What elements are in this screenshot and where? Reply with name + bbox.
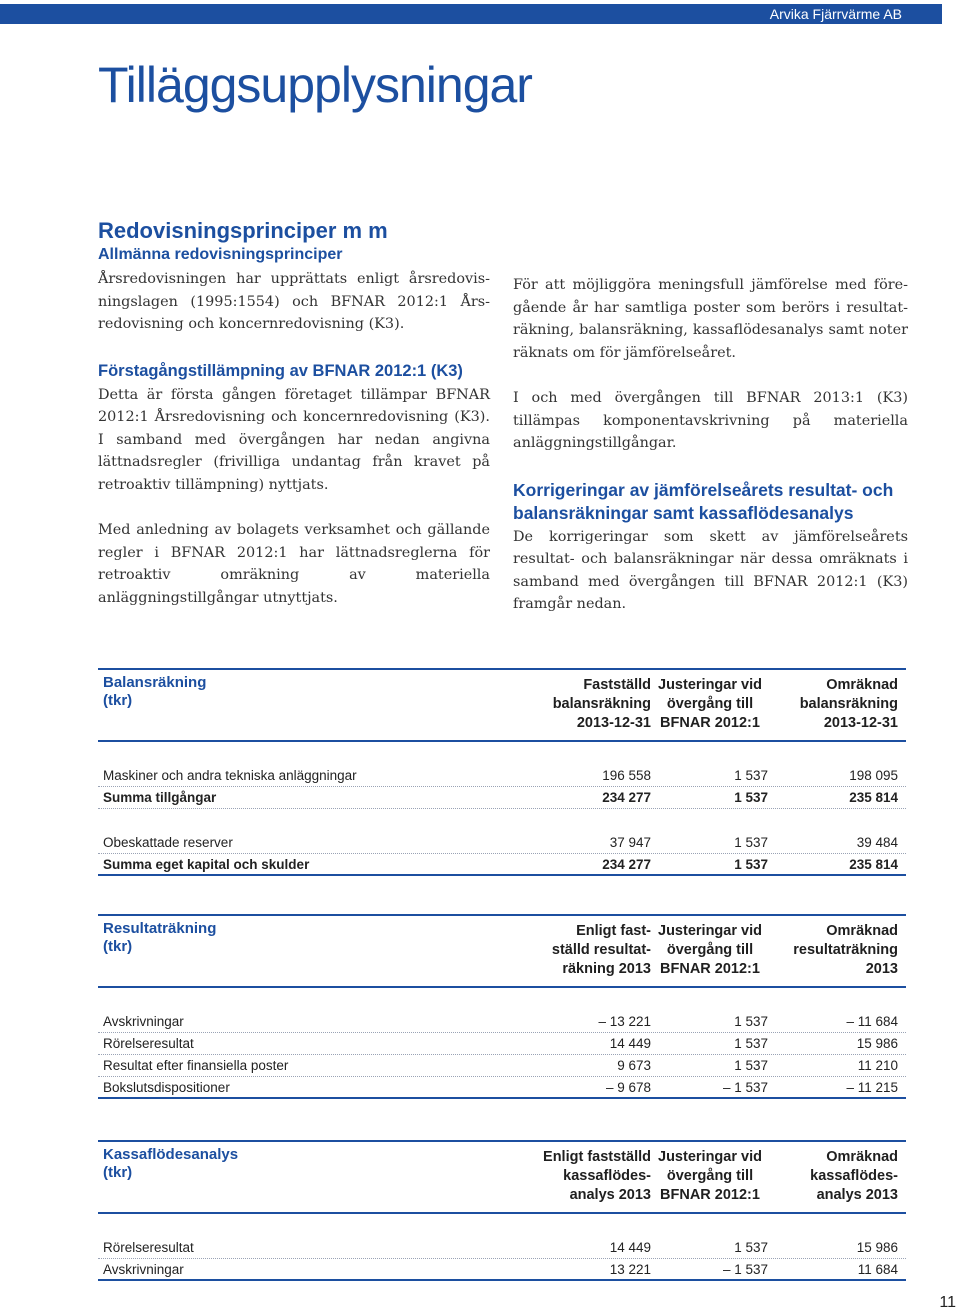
table-header (98, 1140, 906, 1214)
table-header (98, 668, 906, 742)
section-heading-corrections: Korrigeringar av jämförelseårets resultat- och balansräkningar samt kassaflödesanalys (513, 479, 894, 523)
sub-heading-general-principles: Allmänna redovisningsprinciper (98, 246, 343, 263)
paragraph-comparison: För att möjliggöra meningsfull jämförelse med föregående år har samtliga poster som berörs i resultaträkning, balansräkning, kassaflödesanalys samt noter räknats om för jämförelseåret. (513, 277, 908, 361)
column-header-restated: Omräknad resultaträkning 2013 (793, 923, 898, 977)
cash-flow-table (98, 1140, 906, 1281)
table-row: Rörelseresultat 14 449 1 537 15 986 (98, 1237, 906, 1259)
paragraph-relief-rules: Med anledning av bolagets verksamhet och gällande regler i BFNAR 2012:1 har lättnadsreglerna för retroaktiv omräkning av materiella anläggningstillgångar utnyttjats. (98, 522, 490, 606)
balance-sheet-table (98, 668, 906, 876)
paragraph-first-time: Detta är första gången företaget tillämpar BFNAR 2012:1 Årsredovisning och koncernredovisning (K3). I samband med övergången har nedan angivna lättnadsregler (frivilliga undantag från kravet på retroaktiv tillämpning) nyttjats. (98, 386, 490, 493)
column-header-established: Enligt fastställd kassaflödes- analys 2013 (543, 1149, 651, 1203)
column-header-established: Fastställd balansräkning 2013-12-31 (552, 677, 651, 731)
paragraph-component-depreciation: I och med övergången till BFNAR 2013:1 (K3) tillämpas komponentavskrivning på materiella anläggningstillgångar. (513, 390, 908, 451)
right-column (513, 274, 908, 616)
paragraph-corrections: De korrigeringar som skett av jämförelseårets resultat- och balansräkningar när dessa omräknats i samband med övergången till BFNAR 2012:1 (K3) framgår nedan. (513, 528, 908, 612)
left-column (98, 218, 490, 609)
income-statement-table (98, 914, 906, 1099)
table-row: Avskrivningar 13 221 – 1 537 11 684 (98, 1259, 906, 1281)
page-title: Tilläggsupplysningar (98, 57, 532, 113)
page-number: 11 (939, 1294, 956, 1311)
table-row-total: Summa tillgångar 234 277 1 537 235 814 (98, 787, 906, 809)
column-header-restated: Omräknad balansräkning 2013-12-31 (799, 677, 898, 731)
column-header-restated: Omräknad kassaflödes- analys 2013 (810, 1149, 898, 1203)
paragraph-annual-report: Årsredovisningen har upprättats enligt årsredovisningslagen (1995:1554) och BFNAR 2012:1 Årsredovisning och koncernredovisning (K3). (98, 271, 490, 332)
company-name: Arvika Fjärrvärme AB (769, 6, 902, 22)
column-header-adjustments: Justeringar vid övergång till BFNAR 2012:1 (658, 923, 762, 977)
table-title: Balansräkning (tkr) (103, 674, 207, 709)
table-row: Rörelseresultat 14 449 1 537 15 986 (98, 1033, 906, 1055)
table-row: Maskiner och andra tekniska anläggningar 196 558 1 537 198 095 (98, 765, 906, 787)
table-row: Avskrivningar – 13 221 1 537 – 11 684 (98, 1011, 906, 1033)
header-bar (0, 4, 942, 24)
section-heading-principles: Redovisningsprinciper m m (98, 218, 388, 243)
table-title: Kassaflödesanalys (tkr) (103, 1146, 239, 1181)
table-title: Resultaträkning (tkr) (103, 920, 217, 955)
column-header-established: Enligt fast- ställd resultat- räkning 2013 (551, 923, 651, 977)
table-row: Resultat efter finansiella poster 9 673 1 537 11 210 (98, 1055, 906, 1077)
column-header-adjustments: Justeringar vid övergång till BFNAR 2012:1 (658, 1149, 762, 1203)
table-row-total: Summa eget kapital och skulder 234 277 1 537 235 814 (98, 854, 906, 876)
table-row: Bokslutsdispositioner – 9 678 – 1 537 – 11 215 (98, 1077, 906, 1099)
table-row: Obeskattade reserver 37 947 1 537 39 484 (98, 832, 906, 854)
table-header (98, 914, 906, 988)
column-header-adjustments: Justeringar vid övergång till BFNAR 2012:1 (658, 677, 762, 731)
section-heading-first-time-adoption: Förstagångstillämpning av BFNAR 2012:1 (K3) (98, 361, 463, 380)
